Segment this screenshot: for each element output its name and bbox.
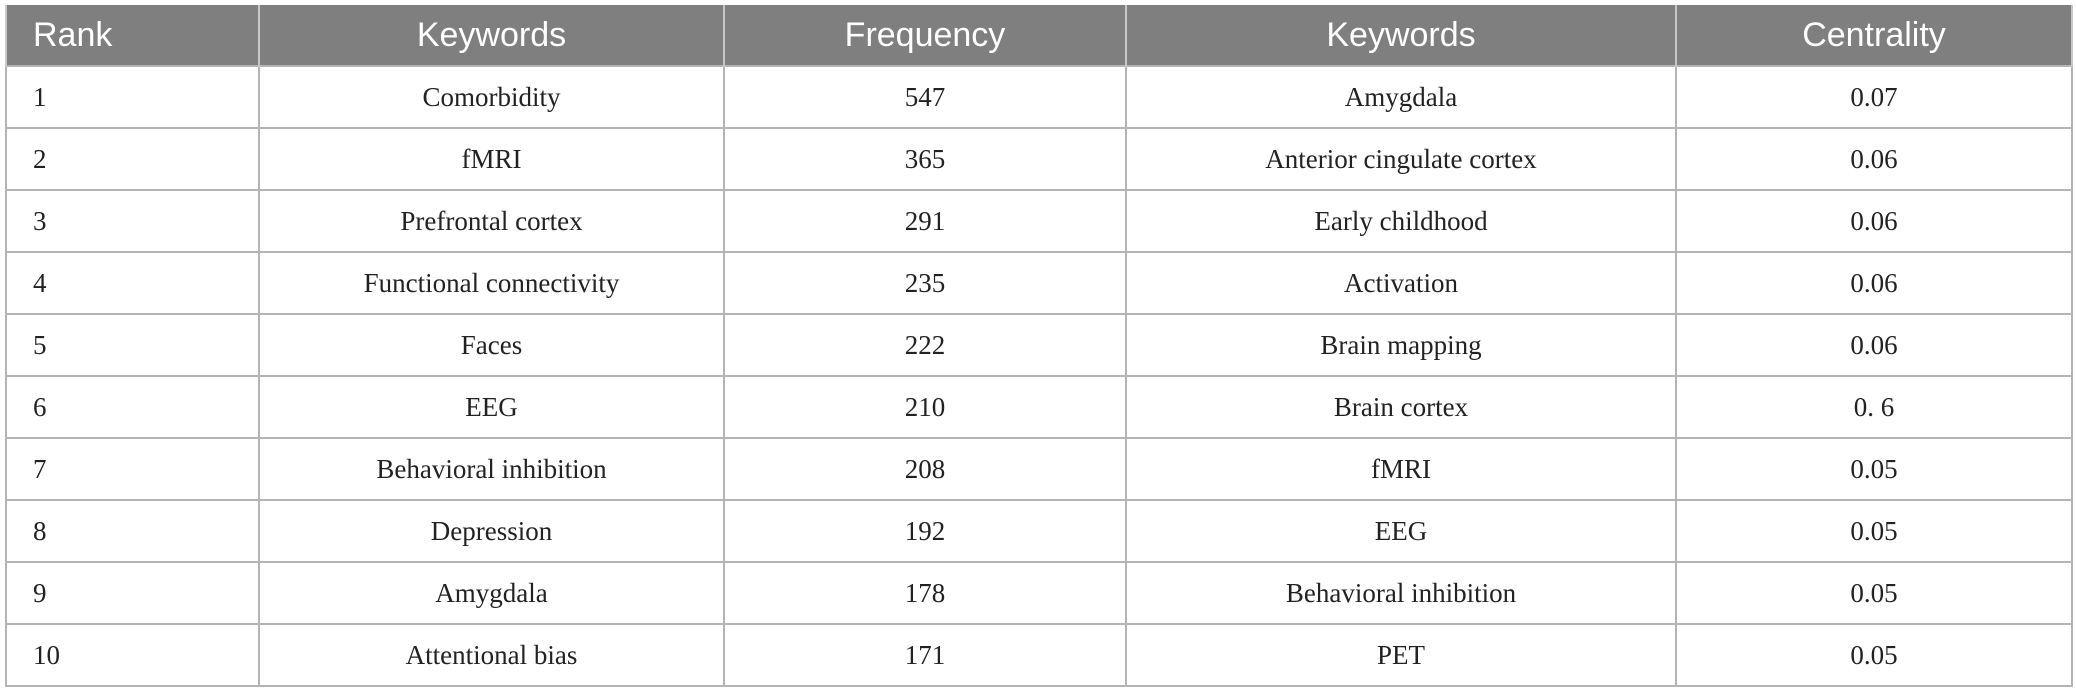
table-row: [6, 438, 2072, 500]
cell-centrality: 0. 6: [1676, 376, 2072, 438]
cell-keyword-centrality: Anterior cingulate cortex: [1126, 128, 1676, 190]
cell-keyword-frequency: Prefrontal cortex: [259, 190, 724, 252]
table-row: [6, 252, 2072, 314]
cell-frequency: 171: [724, 624, 1126, 686]
table-row: [6, 314, 2072, 376]
table-row: [6, 190, 2072, 252]
cell-centrality: 0.06: [1676, 252, 2072, 314]
cell-keyword-centrality: Behavioral inhibition: [1126, 562, 1676, 624]
cell-frequency: 208: [724, 438, 1126, 500]
cell-keyword-frequency: Comorbidity: [259, 66, 724, 128]
cell-keyword-centrality: Brain mapping: [1126, 314, 1676, 376]
table-row: [6, 376, 2072, 438]
cell-keyword-frequency: Faces: [259, 314, 724, 376]
cell-rank: 4: [6, 252, 259, 314]
cell-keyword-centrality: PET: [1126, 624, 1676, 686]
cell-keyword-centrality: Brain cortex: [1126, 376, 1676, 438]
cell-centrality: 0.06: [1676, 128, 2072, 190]
cell-keyword-centrality: Early childhood: [1126, 190, 1676, 252]
header-keywords-centrality: Keywords: [1126, 5, 1676, 66]
cell-keyword-centrality: Amygdala: [1126, 66, 1676, 128]
cell-rank: 1: [6, 66, 259, 128]
cell-keyword-frequency: fMRI: [259, 128, 724, 190]
table-body: [6, 66, 2072, 686]
cell-frequency: 178: [724, 562, 1126, 624]
cell-keyword-frequency: Amygdala: [259, 562, 724, 624]
cell-frequency: 192: [724, 500, 1126, 562]
cell-rank: 5: [6, 314, 259, 376]
cell-frequency: 365: [724, 128, 1126, 190]
cell-keyword-centrality: Activation: [1126, 252, 1676, 314]
table-row: [6, 624, 2072, 686]
cell-centrality: 0.05: [1676, 500, 2072, 562]
cell-frequency: 210: [724, 376, 1126, 438]
cell-rank: 3: [6, 190, 259, 252]
cell-centrality: 0.05: [1676, 624, 2072, 686]
cell-rank: 7: [6, 438, 259, 500]
cell-centrality: 0.06: [1676, 314, 2072, 376]
cell-keyword-centrality: fMRI: [1126, 438, 1676, 500]
header-frequency: Frequency: [724, 5, 1126, 66]
cell-frequency: 547: [724, 66, 1126, 128]
cell-rank: 9: [6, 562, 259, 624]
cell-rank: 8: [6, 500, 259, 562]
header-row: [6, 5, 2072, 66]
header-centrality: Centrality: [1676, 5, 2072, 66]
cell-frequency: 222: [724, 314, 1126, 376]
table-row: [6, 66, 2072, 128]
cell-keyword-frequency: Behavioral inhibition: [259, 438, 724, 500]
cell-keyword-frequency: Functional connectivity: [259, 252, 724, 314]
table-header: [6, 5, 2072, 66]
cell-centrality: 0.06: [1676, 190, 2072, 252]
cell-centrality: 0.05: [1676, 562, 2072, 624]
cell-keyword-frequency: Depression: [259, 500, 724, 562]
keyword-table-container: [5, 5, 2071, 687]
cell-frequency: 291: [724, 190, 1126, 252]
cell-rank: 6: [6, 376, 259, 438]
cell-centrality: 0.07: [1676, 66, 2072, 128]
cell-frequency: 235: [724, 252, 1126, 314]
cell-keyword-frequency: Attentional bias: [259, 624, 724, 686]
table-row: [6, 562, 2072, 624]
header-rank: Rank: [6, 5, 259, 66]
table-row: [6, 128, 2072, 190]
table-row: [6, 500, 2072, 562]
keyword-table: [5, 5, 2073, 687]
cell-rank: 2: [6, 128, 259, 190]
cell-centrality: 0.05: [1676, 438, 2072, 500]
cell-keyword-centrality: EEG: [1126, 500, 1676, 562]
cell-rank: 10: [6, 624, 259, 686]
header-keywords-frequency: Keywords: [259, 5, 724, 66]
cell-keyword-frequency: EEG: [259, 376, 724, 438]
